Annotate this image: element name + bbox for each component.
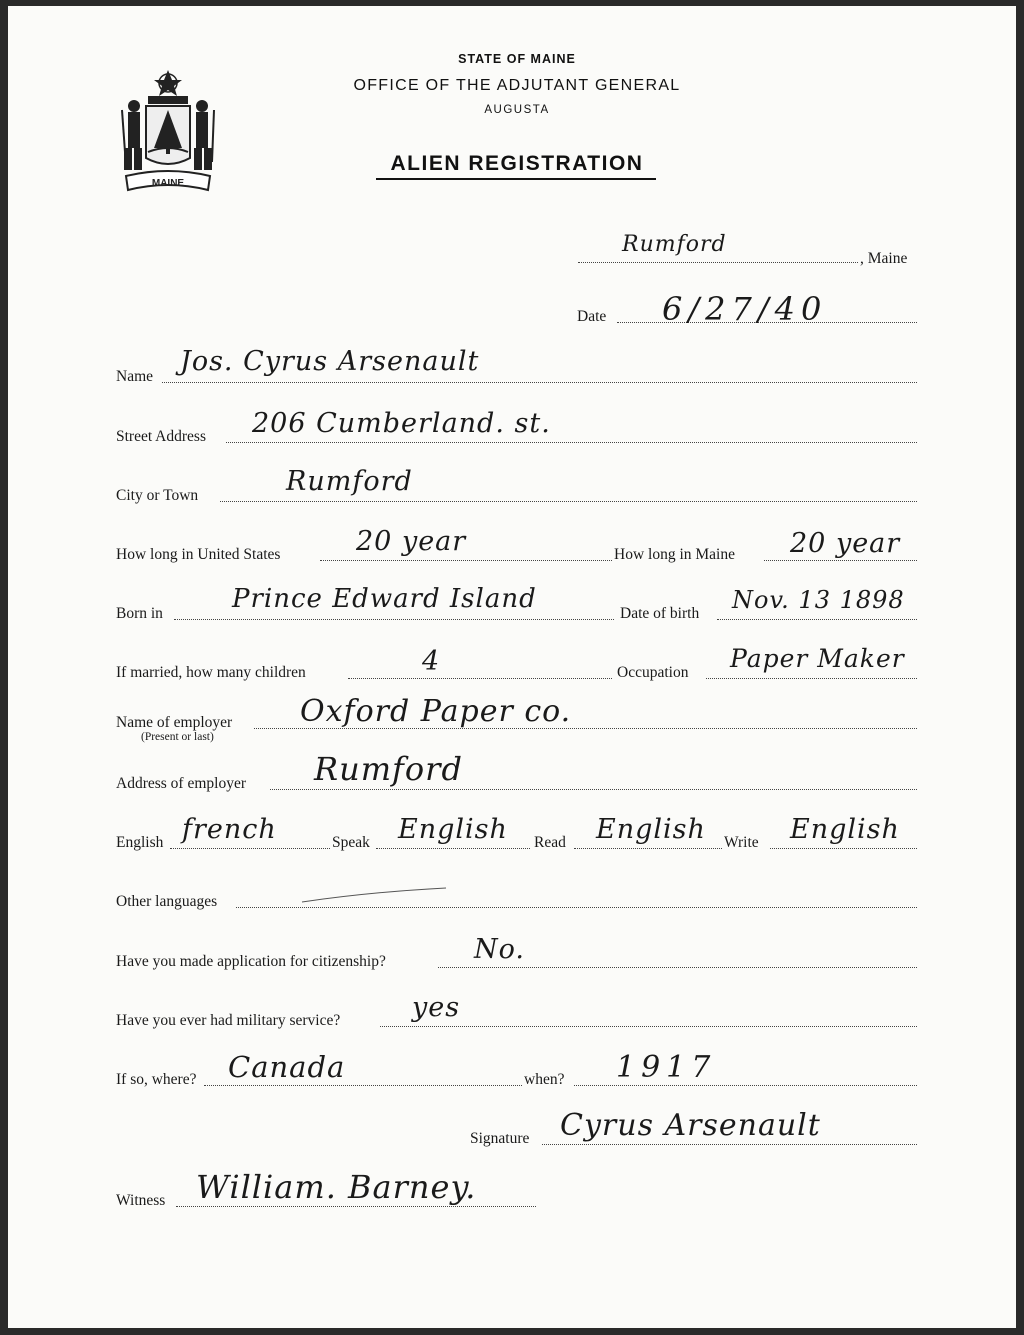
other-languages-label: Other languages [116, 893, 218, 910]
maine-time-label: How long in Maine [614, 546, 735, 563]
dob-field-line [717, 619, 917, 620]
born-value[interactable]: Prince Edward Island [232, 584, 537, 614]
witness-label: Witness [116, 1192, 166, 1209]
employer-address-label: Address of employer [116, 775, 246, 792]
occupation-field-line [706, 678, 917, 679]
where-field-line [204, 1085, 522, 1086]
where-label: If so, where? [116, 1071, 197, 1088]
write-value[interactable]: English [790, 814, 900, 845]
other-languages-field-line [236, 907, 917, 908]
employer-address-field-line [270, 789, 917, 790]
children-field-line [348, 678, 612, 679]
place-value[interactable]: Rumford [622, 232, 727, 257]
witness-field-line [176, 1206, 536, 1207]
write-label: Write [724, 834, 759, 851]
when-field-line [574, 1085, 917, 1086]
citizenship-value[interactable]: No. [474, 934, 525, 965]
name-field-line [162, 382, 917, 383]
signature-value[interactable]: Cyrus Arsenault [560, 1108, 821, 1143]
city-heading: AUGUSTA [484, 104, 550, 116]
name-value[interactable]: Jos. Cyrus Arsenault [180, 346, 480, 377]
name-label: Name [116, 368, 154, 385]
place-suffix: , Maine [860, 250, 908, 267]
maine-time-value[interactable]: 20 year [790, 528, 901, 559]
citizenship-label: Have you made application for citizenship? [116, 953, 386, 970]
signature-label: Signature [470, 1130, 530, 1147]
speak-value[interactable]: English [398, 814, 508, 845]
children-label: If married, how many children [116, 664, 306, 681]
children-value[interactable]: 4 [422, 646, 441, 677]
read-value[interactable]: English [596, 814, 706, 845]
city-label: City or Town [116, 487, 199, 504]
form-title: ALIEN REGISTRATION [390, 152, 644, 175]
us-time-label: How long in United States [116, 546, 281, 563]
occupation-value[interactable]: Paper Maker [730, 644, 905, 673]
date-value[interactable]: 6/27/40 [662, 290, 828, 328]
speak-field-line [376, 848, 530, 849]
english-value[interactable]: french [182, 814, 277, 845]
born-field-line [174, 619, 614, 620]
seal-text: MAINE [151, 178, 185, 189]
witness-value[interactable]: William. Barney. [196, 1168, 477, 1206]
born-label: Born in [116, 605, 163, 622]
city-field-line [220, 501, 917, 502]
title-underline [376, 178, 656, 180]
date-label: Date [577, 308, 607, 325]
employer-address-value[interactable]: Rumford [314, 750, 463, 788]
dob-value[interactable]: Nov. 13 1898 [732, 586, 905, 614]
military-field-line [380, 1026, 917, 1027]
speak-label: Speak [332, 834, 370, 851]
occupation-label: Occupation [617, 664, 689, 681]
where-value[interactable]: Canada [228, 1050, 346, 1084]
english-label: English [116, 834, 164, 851]
military-value[interactable]: yes [412, 992, 461, 1023]
maine-time-field-line [764, 560, 917, 561]
when-label: when? [524, 1071, 565, 1088]
street-label: Street Address [116, 428, 206, 445]
employer-label: Name of employer [116, 714, 233, 731]
military-label: Have you ever had military service? [116, 1012, 341, 1029]
english-field-line [170, 848, 330, 849]
other-languages-pen-mark [300, 886, 450, 906]
office-heading: OFFICE OF THE ADJUTANT GENERAL [353, 77, 681, 94]
read-field-line [574, 848, 722, 849]
us-time-field-line [320, 560, 612, 561]
dob-label: Date of birth [620, 605, 700, 622]
citizenship-field-line [438, 967, 917, 968]
read-label: Read [534, 834, 566, 851]
employer-sublabel: (Present or last) [141, 731, 214, 743]
state-heading: STATE OF MAINE [458, 52, 576, 66]
write-field-line [770, 848, 917, 849]
place-field-line [578, 262, 858, 263]
employer-value[interactable]: Oxford Paper co. [300, 694, 572, 729]
street-field-line [226, 442, 917, 443]
us-time-value[interactable]: 20 year [356, 526, 467, 557]
city-value[interactable]: Rumford [286, 466, 413, 497]
street-value[interactable]: 206 Cumberland. st. [252, 408, 551, 439]
when-value[interactable]: 1917 [616, 1050, 717, 1085]
signature-field-line [542, 1144, 917, 1145]
